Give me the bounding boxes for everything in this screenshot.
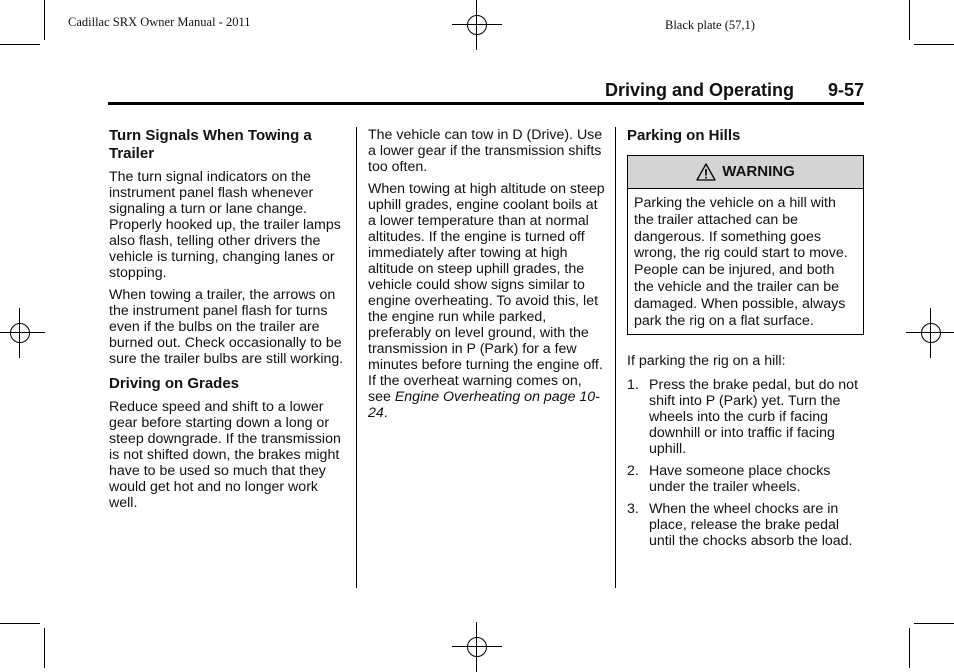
warning-header — [628, 156, 863, 189]
column-3 — [627, 127, 864, 555]
step-text: Press the brake pedal, but do not shift into P (Park) yet. Turn the wheels into the curb if facing downhill or into traffic if facing uphill. — [649, 377, 859, 458]
list-item — [627, 463, 864, 495]
crop-mark — [909, 628, 910, 668]
heading-driving-on-grades: Driving on Grades — [109, 375, 240, 392]
plate-info-right: Black plate (57,1) — [665, 18, 755, 32]
column-2 — [368, 127, 606, 427]
header-rule — [108, 102, 864, 105]
crop-mark — [0, 44, 40, 45]
paragraph: If parking the rig on a hill: — [627, 353, 786, 370]
paragraph: The vehicle can tow in D (Drive). Use a lower gear if the transmission shifts too often. — [368, 127, 603, 175]
paragraph-text: When towing at high altitude on steep uphill grades, engine coolant boils at a lower temperature than at normal altitudes. If the engine is turned off immediately after towing at high altitude on steep uphill grades, the vehicle could show signs similar to engine overheating. To avoid this, let the engine run while parked, preferably on level ground, with the transmission in P (Park) for a few minutes before turning the engine off. If the overheat warning comes on, see — [368, 181, 605, 405]
paragraph: Reduce speed and shift to a lower gear before starting down a long or steep downgrade. If the transmission is not shifted down, the brakes might have to be used so much that they would get hot and no longer work well. — [109, 399, 341, 511]
column-divider — [615, 127, 616, 588]
step-number: 2. — [627, 463, 639, 480]
punctuation: . — [383, 405, 388, 421]
step-text: Have someone place chocks under the trailer wheels. — [649, 463, 831, 496]
crop-mark — [44, 0, 45, 40]
column-divider — [356, 127, 357, 588]
registration-mark — [452, 0, 502, 50]
crop-mark — [909, 0, 910, 40]
step-text: When the wheel chocks are in place, release the brake pedal until the chocks absorb the load. — [649, 501, 853, 550]
crop-mark — [914, 623, 954, 624]
column-1 — [109, 127, 347, 517]
warning-box — [627, 155, 864, 335]
list-item — [627, 501, 864, 549]
paragraph — [368, 181, 606, 421]
crop-mark — [0, 623, 40, 624]
plate-info-left: Cadillac SRX Owner Manual - 2011 — [68, 15, 251, 29]
warning-text: Parking the vehicle on a hill with the trailer attached can be dangerous. If something goes wrong, the rig could start to move. People can be injured, and both the vehicle and the trailer can be damaged. When possible, always park the rig on a flat surface. — [634, 195, 848, 329]
crop-mark — [914, 44, 954, 45]
list-item — [627, 377, 864, 457]
step-number: 3. — [627, 501, 639, 518]
step-number: 1. — [627, 377, 639, 394]
heading-parking-on-hills: Parking on Hills — [627, 127, 741, 144]
section-title: Driving and Operating — [604, 80, 794, 100]
registration-mark — [452, 622, 502, 672]
steps-list — [627, 377, 864, 549]
paragraph: When towing a trailer, the arrows on the instrument panel flash for turns even if the bulbs on the trailer are burned out. Check occasionally to be sure the trailer bulbs are still working. — [109, 287, 344, 367]
registration-mark — [0, 308, 45, 358]
heading-turn-signals: Turn Signals When Towing a Trailer — [109, 127, 312, 162]
page-number: 9-57 — [827, 80, 864, 100]
cross-reference-link[interactable]: Engine Overheating on page 10-24 — [368, 389, 600, 421]
registration-mark — [906, 308, 954, 358]
warning-title: WARNING — [722, 163, 795, 180]
warning-icon — [696, 163, 716, 181]
page-header — [108, 80, 864, 102]
crop-mark — [44, 628, 45, 668]
paragraph: The turn signal indicators on the instrument panel flash whenever signaling a turn or lane change. Properly hooked up, the trailer lamps also flash, telling other drivers the vehicle is turning, changing lanes or stopping. — [109, 169, 341, 281]
